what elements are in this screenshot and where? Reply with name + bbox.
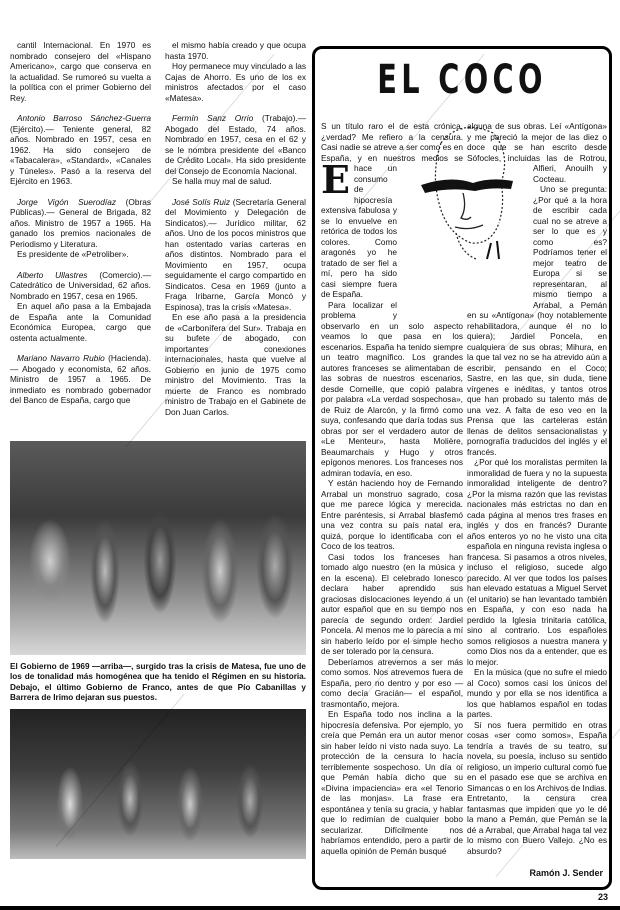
paragraph bbox=[10, 249, 151, 260]
drop-cap: E bbox=[321, 157, 350, 202]
paragraph-text: (Trabajo).— Abogado del Estado, 74 años. Nombrado en 1957, cesa en el 62 y se le nombra presidente del «Banco de Crédito Local». Ha sido presidente del Consejo de Economía Nacional. bbox=[165, 113, 306, 176]
article-paragraph bbox=[321, 657, 463, 710]
minister-entry bbox=[165, 113, 306, 176]
last-franco-cabinet-photo bbox=[10, 709, 306, 859]
minister-name: Antonio Barroso Sánchez-Guerra bbox=[17, 113, 151, 123]
paragraph-text: (Secretaría General del Movimiento y Delegación de Sindicatos).— Jurídico militar, 62 años. Uno de los pocos ministros que han ostentado varias carteras en años distintos. Nombrado para el Movimiento en 1957, ocupa seguidamente el cargo compartido en Sindicatos. Cesa en 1969 (junto a Fraga Iribarne, García Moncó y Espinosa), tras la crisis «Matesa». bbox=[165, 196, 306, 312]
minister-name: Alberto Ullastres bbox=[17, 269, 88, 280]
left-column-2 bbox=[165, 40, 306, 417]
minister-name: José Solís Ruiz bbox=[172, 196, 230, 207]
paragraph bbox=[165, 176, 306, 187]
page-number: 23 bbox=[598, 892, 609, 902]
paragraph-text: (Obras Públicas).— General de Brigada, 82 años. Ministro de 1957 a 1965. Ha ganado los premios nacionales de Periodismo y Literatura. bbox=[10, 196, 151, 249]
minister-name: Fermín Sanz Orrio bbox=[172, 113, 254, 123]
article-paragraph: En la música (que no sufre el miedo al Coco) somos casi los únicos del mundo y por ella se nos identifica a los que hablamos español en todas partes. bbox=[467, 667, 607, 719]
article-paragraph: Uno se pregunta: ¿Por qué a la hora de escribir cada cual no se atreve a ser lo que es y como es? Podríamos tener el mejor teatro de Europa si se representaran, al mismo tiempo a Arrabal, a Pemán en su «Antígona» (hoy notablemente rehabilitadora, aunque él no lo quiera); Jardiel Poncela, en cualquiera de sus obras; Mihura, en la que tal vez no se ha atrevido aún a escribir, pensando en el Coco; Sastre, en las que, sin duda, tiene vírgenes e inéditas, y tantos otros que han probado su talento más de una vez. A falta de eso veo en la Prensa que las carteleras están llenas de delitos sensacionalistas y pornografía traducidos del inglés y el francés. bbox=[467, 184, 607, 457]
article-title: EL COCO bbox=[377, 57, 547, 103]
minister-entry bbox=[165, 197, 306, 313]
portrait-wrap-space bbox=[397, 163, 463, 315]
left-column-1 bbox=[10, 40, 151, 406]
minister-name: Mariano Navarro Rubio bbox=[17, 353, 105, 363]
photo-caption: El Gobierno de 1969 —arriba—, surgido tras la crisis de Matesa, fue uno de los de tonalidad más homogénea que ha tenido el Régimen en su historia. Debajo, el último Gobierno de Franco, antes de que Pío Cabanillas y Barrera de Irimo dejaran sus puestos. bbox=[10, 662, 306, 702]
minister-entry bbox=[10, 113, 151, 187]
article-paragraph: alguna de sus obras. Leí «Antígona» y me pareció la mejor de las diez o doce que se han escrito desde Sófocles, incluidas las de Rotrou, Alfieri, Anouilh y Cocteau. bbox=[467, 121, 607, 184]
paragraph-text: Y están haciendo hoy de Fernando Arrabal un monstruo sagrado, cosa que me parece lógica y merecida. Entre paréntesis, si Arrabal blasfemó una vez contra su país natal era, quizá, porque lo identificaba con el Coco de los teatros. bbox=[321, 478, 463, 551]
article-paragraph bbox=[321, 552, 463, 657]
paragraph-text: Se halla muy mal de salud. bbox=[172, 176, 272, 186]
minister-entry bbox=[10, 197, 151, 250]
paragraph-text: En aquel año pasa a la Embajada de España ante la Comunidad Económica Europea, cargo que ostenta actualmente. bbox=[10, 301, 151, 343]
paragraph-text: S un título raro el de esta crónica, ¿verdad? Me refiero a la censura. Casi nadie se atreve a ser como es en España, y en nuestros medios se hace un consumo de hipocresía extensiva fabulosa y se lo envuelve en retórica de todos los colores. Como aragonés yo he tratado de ser fiel a mí, pero ha sido casi siempre fuera de España. bbox=[321, 121, 463, 299]
article-paragraph: Si nos fuera permitido en otras cosas «ser como somos», España tendría a través de su teatro, su novela, su poesía, incluso su sentido religioso, un imperio cultural como fue en el pasado ese que se archiva en Simancas o en los Archivos de Indias. Entretanto, la censura crea fantasmas que impiden que yo le dé la mano a Pemán, que Pemán se la dé a Arrabal, que Arrabal haga tal vez lo mismo con Buero Vallejo. ¿No es absurdo? bbox=[467, 719, 607, 856]
minister-name: Jorge Vigón Suerodíaz bbox=[17, 196, 116, 207]
paragraph-text: el mismo había creado y que ocupa hasta 1970. bbox=[165, 40, 306, 61]
cabinet-1969-photo bbox=[10, 441, 306, 655]
paragraph-text: Es presidente de «Petroliber». bbox=[17, 249, 129, 259]
author-signature: Ramón J. Sender bbox=[529, 868, 603, 878]
paragraph bbox=[165, 61, 306, 103]
article-column-1 bbox=[321, 121, 463, 856]
article-column-2 bbox=[467, 121, 607, 879]
bottom-rule bbox=[0, 906, 620, 910]
paragraph-text: En España todo nos inclina a la hipocresía defensiva. Por ejemplo, yo creía que Pemán era un autor menor sin haber leído ni visto nada suyo. La protección de la censura lo hacía terriblemente sospechoso. Un día oí que Pemán había dicho que su «Divina impaciencia» era «el Tenorio de las monjas». La frase era espontánea y tenía su gracia, y hablar que lo redimían de cualquier bobo secularizar. Difícilmente nos habríamos entendido, pero a partir de aquella opinión de Pemán busqué bbox=[321, 709, 463, 856]
paragraph bbox=[10, 301, 151, 343]
portrait-wrap-space bbox=[467, 163, 533, 301]
paragraph-text: (Comercio).— Catedrático de Universidad, 62 años. Nombrado en 1957, cesa en 1965. bbox=[10, 269, 151, 301]
paragraph-text: Hoy permanece muy vinculado a las Cajas de Ahorro. Es uno de los ex ministros afectados por el caso «Matesa». bbox=[165, 61, 306, 103]
paragraph-text: Para localizar el problema y observarlo en un solo aspecto veamos lo que pasa en los escenarios. España ha tenido siempre un teatro magnífico. Los grandes autores franceses se alimentaban de las sobras de nuestros escenarios, desde Corneille, que copió palabra por palabra «La verdad sospechosa», de Ruiz de Alarcón, y la firmó como suya, confesando que daría todas sus obras por ser el verdadero autor de «Le Menteur», hasta Molière, Beaumarchais y Hugo y otros epígonos menores. Los franceses nos admiran todavía, en eso. bbox=[321, 299, 463, 478]
minister-entry bbox=[10, 353, 151, 406]
paragraph-text: (Ejército).— Teniente general, 82 años. Nombrado en 1957, cesa en 1962. Ha sido consejero de «Tabacalera», «Standard», «Canales y Túneles». Pasó a la reserva del Ejército en 1963. bbox=[10, 123, 151, 186]
paragraph-text: (Hacienda).— Abogado y economista, 62 años. Ministro de 1957 a 1965. De inmediato es nombrado gobernador del Banco de España, cargo que bbox=[10, 353, 151, 405]
paragraph bbox=[10, 40, 151, 103]
article-paragraph bbox=[321, 709, 463, 856]
article-paragraph bbox=[321, 300, 463, 479]
article-el-coco bbox=[312, 46, 612, 890]
paragraph-text: En ese año pasa a la presidencia de «Carbonífera del Sur». Trabaja en su bufete de abogado, con importantes conexiones internacionales, hasta que vuelve al Gobierno en junio de 1975 como ministro del Movimiento. Tras la muerte de Franco es nombrado ministro de Trabajo en el Gabinete de Don Juan Carlos. bbox=[165, 312, 306, 417]
paragraph-text: cantil Internacional. En 1970 es nombrado consejero del «Hispano Americano», cargo que conserva en la actualidad. Se rumoreó su vuelta a la política con el primer Gobierno del Rey. bbox=[10, 40, 151, 103]
paragraph-text: Casi todos los franceses han tomado algo nuestro (en la música y en la escena). El celebrado Ionesco declara haber aprendido sus graciosas dislocaciones leyendo a un autor español que en su tiempo nos parecía de segundo orden: Jardiel Poncela. Al menos me lo parecía a mí sin haberlo leído por el simple hecho de ser tolerado por la censura. bbox=[321, 551, 463, 656]
article-paragraph: ¿Por qué los moralistas permiten la inmoralidad de fuera y no la supuesta inmoralidad inteligente de dentro? ¿Por la misma razón que las revistas nacionales más estrictas no dan en cada página al menos tres frases en inglés y dos en francés? Durante años enteros yo no he visto una cita española en ninguna revista inglesa o francesa. Si pasamos a otros niveles, incluso el religioso, sucede algo parecido. Al ver que todos los países han elevado estatuas a Miguel Servet (el unitario) se han levantado también en España, y con eso nada ha perdido la Iglesia trinitaria católica, sino al contrario. Los españoles somos religiosos a nuestra manera y como Dios nos da a entender, que es lo mejor. bbox=[467, 457, 607, 667]
paragraph-text: Deberíamos atrevernos a ser más como somos. Nos atrevemos fuera de España, pero no dentro y por eso —como decía Gracián— el español, trasmontaño, mejora. bbox=[321, 656, 463, 709]
minister-entry bbox=[10, 270, 151, 302]
paragraph bbox=[165, 40, 306, 61]
paragraph bbox=[165, 312, 306, 417]
article-paragraph bbox=[321, 478, 463, 552]
